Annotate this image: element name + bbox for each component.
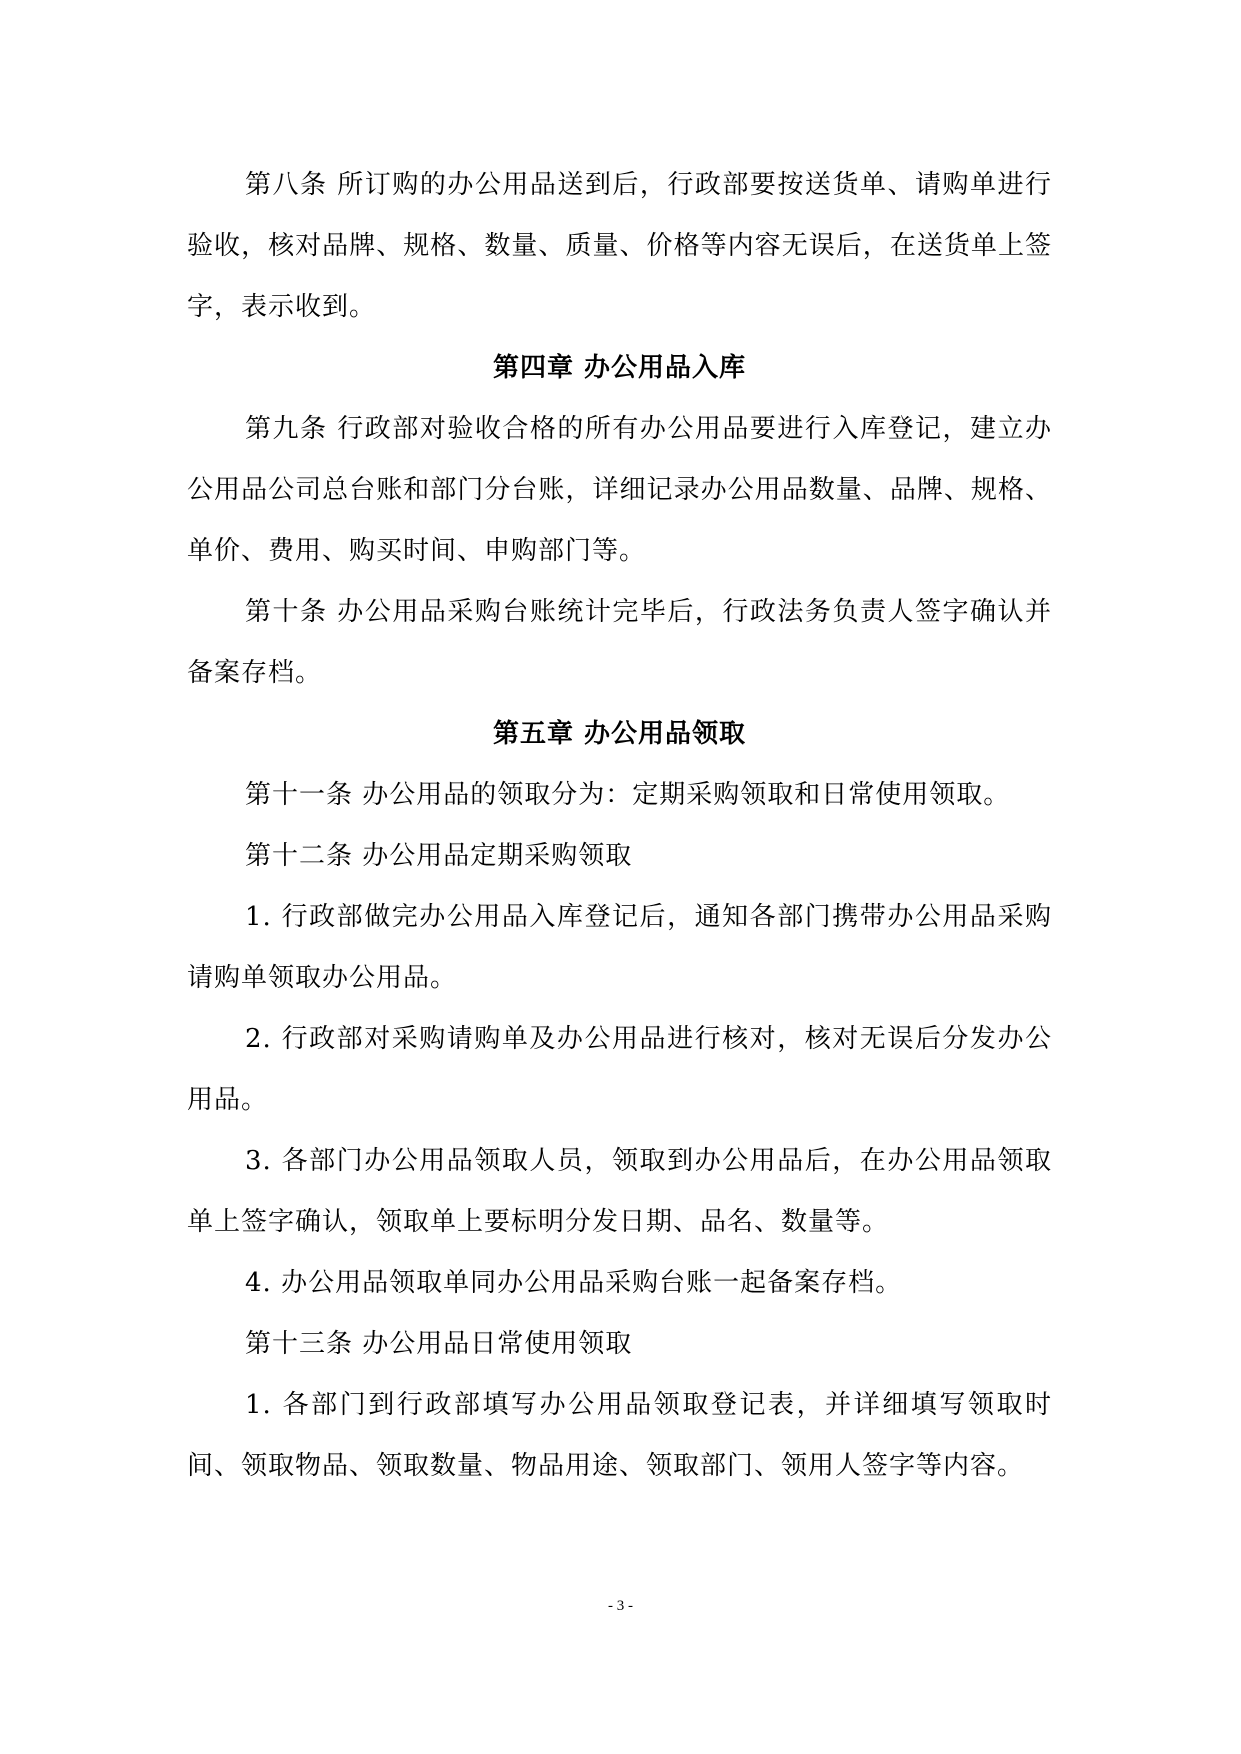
document-body xyxy=(187,155,1052,1497)
article-12-item-4: 4. 办公用品领取单同办公用品采购台账一起备案存档。 xyxy=(245,1268,903,1298)
chapter-4-heading: 第四章 办公用品入库 xyxy=(492,353,747,383)
article-9: 第九条 行政部对验收合格的所有办公用品要进行入库登记，建立办公用品公司总台账和部门分台账，详细记录办公用品数量、品牌、规格、单价、费用、购买时间、申购部门等。 xyxy=(187,414,1052,566)
article-13: 第十三条 办公用品日常使用领取 xyxy=(245,1329,633,1359)
article-12-item-2: 2. 行政部对采购请购单及办公用品进行核对，核对无误后分发办公用品。 xyxy=(187,1024,1052,1115)
article-8: 第八条 所订购的办公用品送到后，行政部要按送货单、请购单进行验收，核对品牌、规格、数量、质量、价格等内容无误后，在送货单上签字，表示收到。 xyxy=(187,170,1052,322)
article-13-item-1: 1. 各部门到行政部填写办公用品领取登记表，并详细填写领取时间、领取物品、领取数量、物品用途、领取部门、领用人签字等内容。 xyxy=(187,1390,1052,1481)
article-12: 第十二条 办公用品定期采购领取 xyxy=(245,841,633,871)
chapter-5-heading: 第五章 办公用品领取 xyxy=(492,719,747,749)
article-12-item-3: 3. 各部门办公用品领取人员，领取到办公用品后，在办公用品领取单上签字确认，领取单上要标明分发日期、品名、数量等。 xyxy=(187,1146,1052,1237)
article-10: 第十条 办公用品采购台账统计完毕后，行政法务负责人签字确认并备案存档。 xyxy=(187,597,1052,688)
page-number: - 3 - xyxy=(608,1598,633,1614)
article-11: 第十一条 办公用品的领取分为：定期采购领取和日常使用领取。 xyxy=(245,780,1011,810)
article-12-item-1: 1. 行政部做完办公用品入库登记后，通知各部门携带办公用品采购请购单领取办公用品。 xyxy=(187,902,1052,993)
